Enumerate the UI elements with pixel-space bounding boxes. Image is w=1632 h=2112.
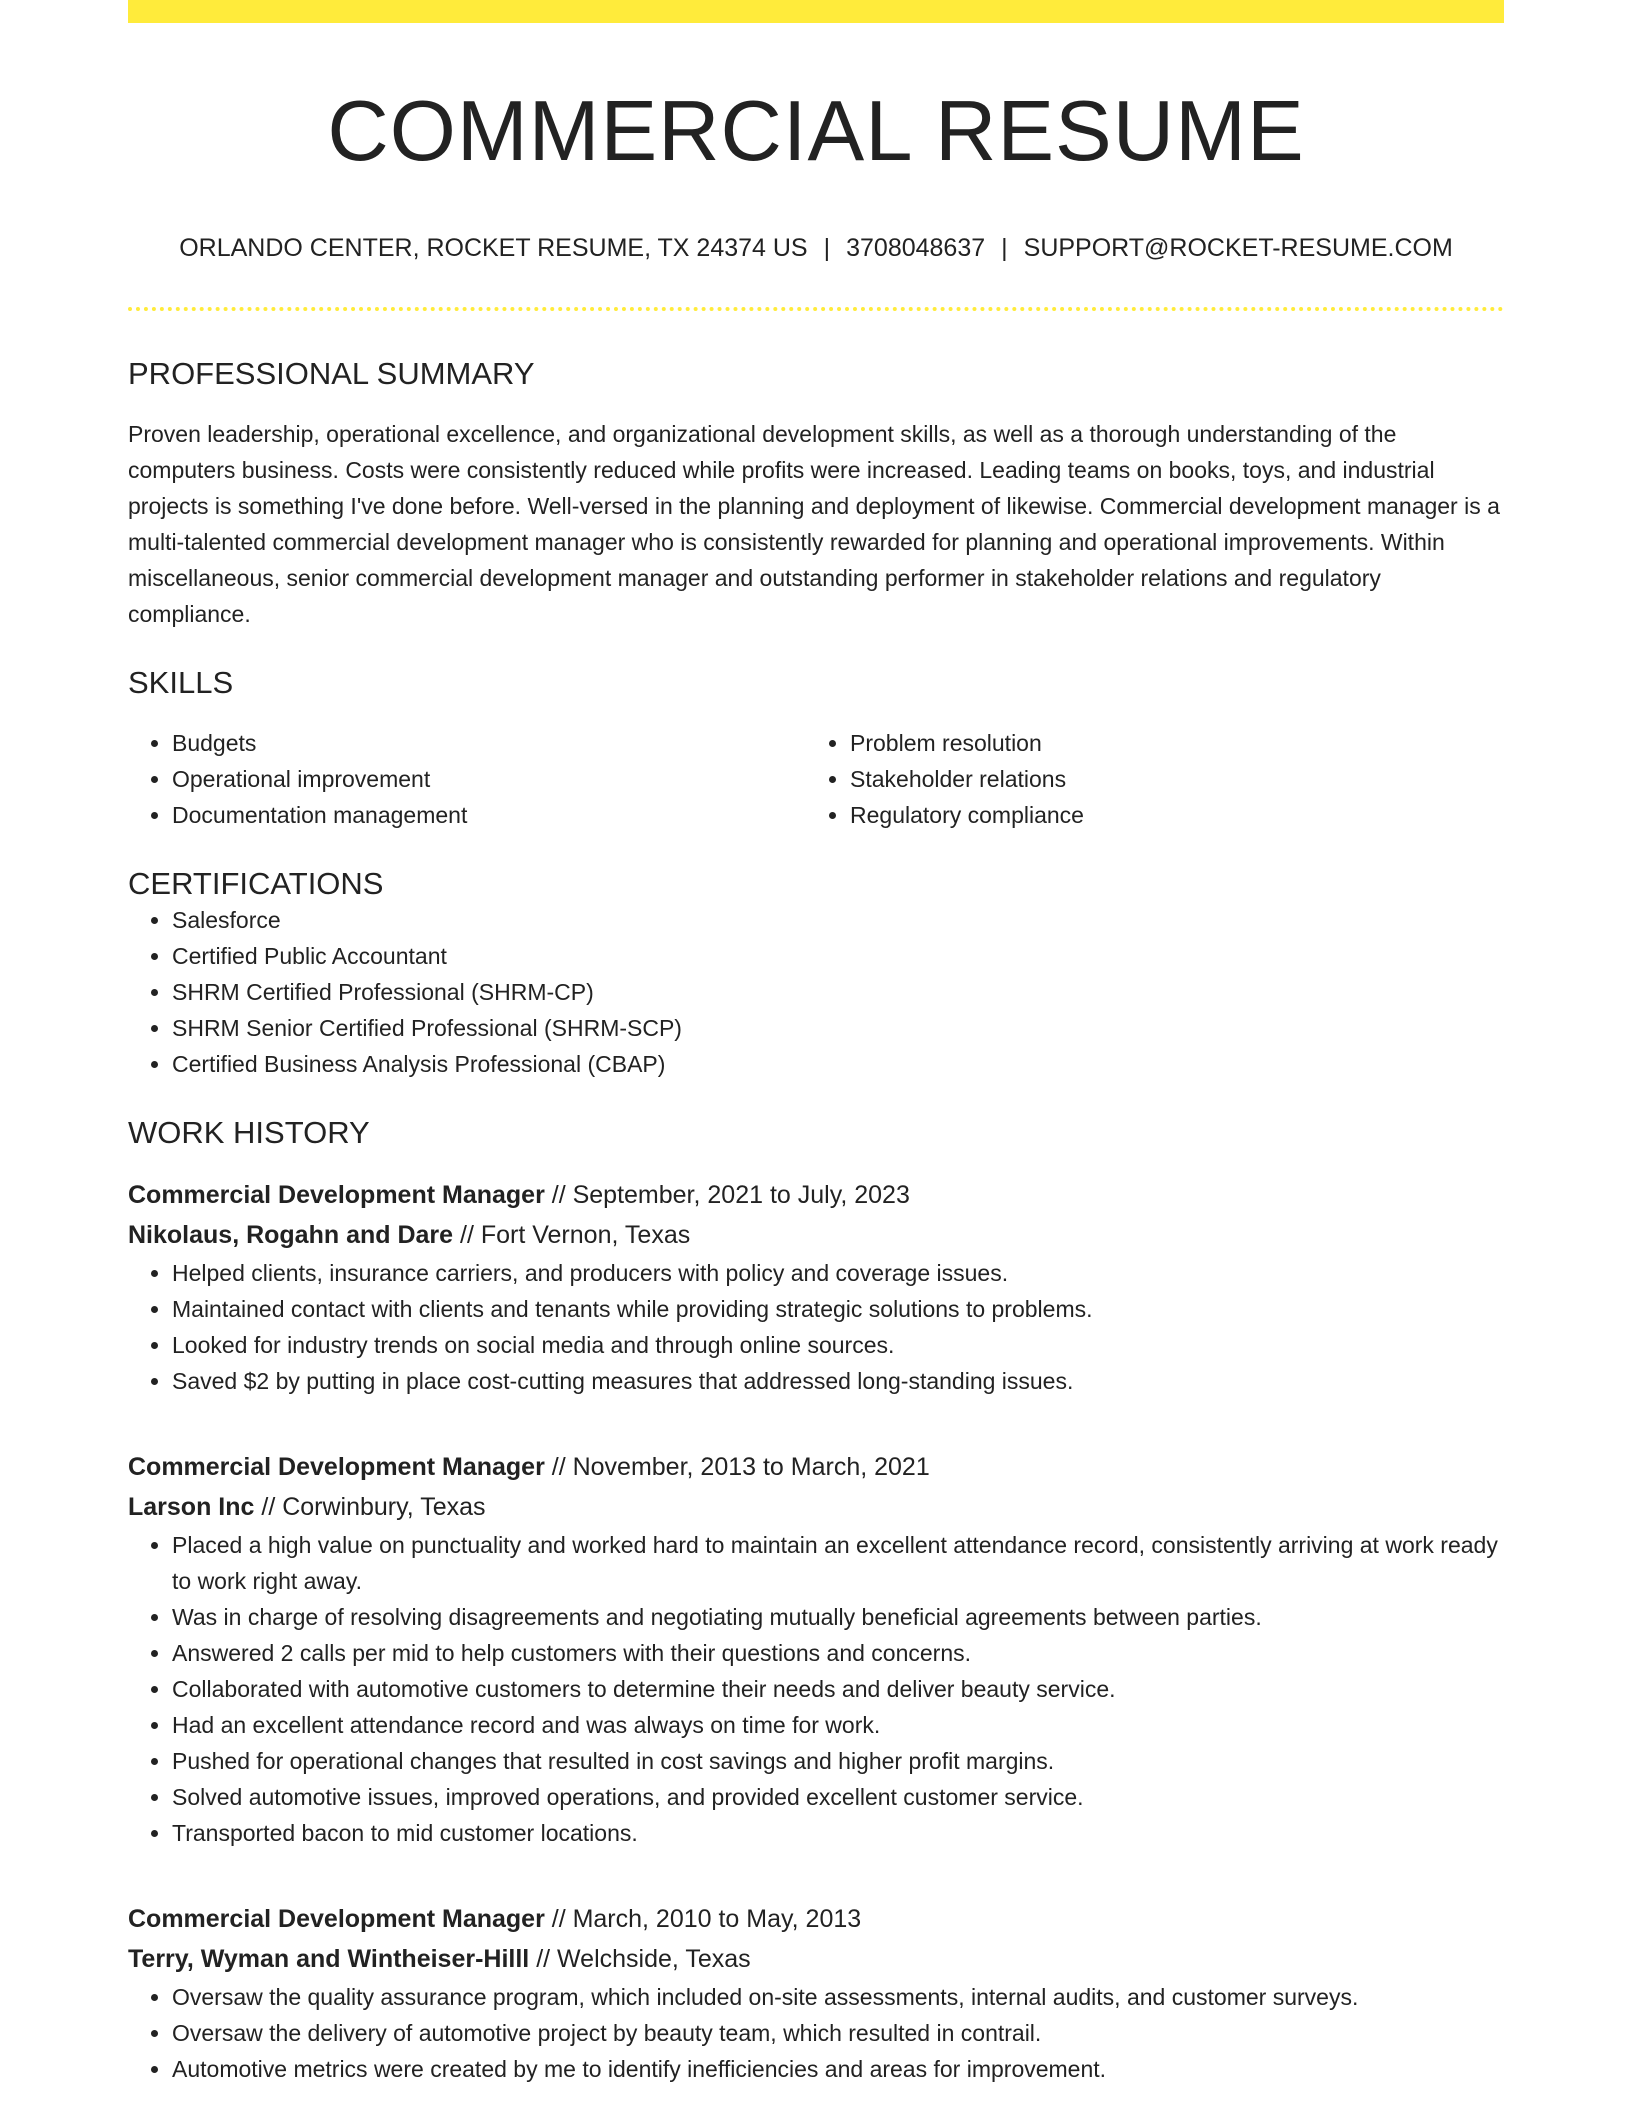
dotted-divider	[128, 307, 1504, 311]
resume-name: COMMERCIAL RESUME	[327, 84, 1305, 179]
skills-list-left	[128, 725, 806, 833]
certification-item: • Certified Business Analysis Professional (CBAP)	[172, 1046, 1504, 1082]
job-location: // Welchside, Texas	[529, 1945, 751, 1974]
certification-item: • SHRM Senior Certified Professional (SHRM-SCP)	[172, 1010, 1504, 1046]
job-bullet: • Transported bacon to mid customer locations.	[172, 1815, 1504, 1851]
skill-item: • Documentation management	[172, 797, 806, 833]
skills-grid	[128, 725, 1504, 833]
skill-item: • Problem resolution	[850, 725, 1484, 761]
job-company: Terry, Wyman and Wintheiser-Hilll	[128, 1945, 530, 1974]
job-title-line	[128, 1447, 1504, 1487]
job-bullet: • Maintained contact with clients and tenants while providing strategic solutions to problems.	[172, 1291, 1504, 1327]
job-title-line	[128, 1175, 1504, 1215]
job-company-line	[128, 1487, 1504, 1527]
job-entry	[128, 1899, 1504, 2087]
job-dates: // March, 2010 to May, 2013	[544, 1905, 862, 1934]
contact-separator: |	[1001, 233, 1008, 262]
contact-line	[128, 233, 1504, 263]
certification-item: • SHRM Certified Professional (SHRM-CP)	[172, 974, 1504, 1010]
contact-phone: 3708048637	[846, 233, 986, 262]
job-bullet-list	[128, 1527, 1504, 1851]
job-bullet: • Had an excellent attendance record and was always on time for work.	[172, 1707, 1504, 1743]
job-company: Larson Inc	[128, 1493, 255, 1522]
job-bullet-list	[128, 1255, 1504, 1399]
contact-address: ORLANDO CENTER, ROCKET RESUME, TX 24374 US	[179, 233, 808, 262]
contact-email: SUPPORT@ROCKET-RESUME.COM	[1023, 233, 1453, 262]
job-bullet: • Oversaw the quality assurance program, which included on-site assessments, internal audits, and customer surveys.	[172, 1979, 1504, 2015]
certification-item: • Certified Public Accountant	[172, 938, 1504, 974]
summary-text: Proven leadership, operational excellence, and organizational development skills, as well as a thorough understanding of the computers business. Costs were consistently reduced while profits were increased. Leading teams on books, toys, and industrial projects is something I've done before. Well-versed in the planning and deployment of likewise. Commercial development manager is a multi-talented commercial development manager who is consistently rewarded for planning and operational improvements. Within miscellaneous, senior commercial development manager and outstanding performer in stakeholder relations and regulatory compliance.	[128, 420, 1500, 627]
job-bullet: • Solved automotive issues, improved operations, and provided excellent customer service.	[172, 1779, 1504, 1815]
job-bullet: • Placed a high value on punctuality and worked hard to maintain an excellent attendance record, consistently arriving at work ready to work right away.	[172, 1527, 1504, 1599]
job-entry	[128, 1447, 1504, 1851]
skill-item: • Operational improvement	[172, 761, 806, 797]
job-role: Commercial Development Manager	[128, 1181, 545, 1210]
job-bullet: • Collaborated with automotive customers to determine their needs and deliver beauty service.	[172, 1671, 1504, 1707]
accent-top-bar	[128, 0, 1504, 23]
job-bullet: • Automotive metrics were created by me to identify inefficiencies and areas for improvement.	[172, 2051, 1504, 2087]
skills-heading: SKILLS	[128, 664, 234, 700]
skill-item: • Stakeholder relations	[850, 761, 1484, 797]
job-location: // Corwinbury, Texas	[254, 1493, 486, 1522]
job-role: Commercial Development Manager	[128, 1905, 545, 1934]
skill-item: • Regulatory compliance	[850, 797, 1484, 833]
job-role: Commercial Development Manager	[128, 1453, 545, 1482]
job-bullet: • Was in charge of resolving disagreements and negotiating mutually beneficial agreements between parties.	[172, 1599, 1504, 1635]
job-bullet: • Saved $2 by putting in place cost-cutting measures that addressed long-standing issues.	[172, 1363, 1504, 1399]
job-bullet: • Answered 2 calls per mid to help customers with their questions and concerns.	[172, 1635, 1504, 1671]
contact-separator: |	[823, 233, 831, 262]
job-company-line	[128, 1939, 1504, 1979]
work-history-heading: WORK HISTORY	[128, 1115, 370, 1151]
certifications-heading: CERTIFICATIONS	[128, 865, 384, 901]
certification-item: • Salesforce	[172, 902, 1504, 938]
resume-page	[128, 0, 1504, 2087]
summary-heading: PROFESSIONAL SUMMARY	[128, 355, 535, 391]
job-entry	[128, 1175, 1504, 1399]
job-bullet: • Looked for industry trends on social media and through online sources.	[172, 1327, 1504, 1363]
job-company-line	[128, 1215, 1504, 1255]
skills-column-right	[806, 725, 1484, 833]
job-location: // Fort Vernon, Texas	[453, 1221, 691, 1250]
job-dates: // November, 2013 to March, 2021	[544, 1453, 930, 1482]
job-bullet: • Pushed for operational changes that resulted in cost savings and higher profit margins.	[172, 1743, 1504, 1779]
certifications-list	[128, 902, 1504, 1082]
job-title-line	[128, 1899, 1504, 1939]
skill-item: • Budgets	[172, 725, 806, 761]
job-bullet: • Oversaw the delivery of automotive project by beauty team, which resulted in contrail.	[172, 2015, 1504, 2051]
job-dates: // September, 2021 to July, 2023	[544, 1181, 910, 1210]
job-bullet: • Helped clients, insurance carriers, and producers with policy and coverage issues.	[172, 1255, 1504, 1291]
skills-list-right	[806, 725, 1484, 833]
skills-column-left	[128, 725, 806, 833]
job-bullet-list	[128, 1979, 1504, 2087]
job-company: Nikolaus, Rogahn and Dare	[128, 1221, 454, 1250]
